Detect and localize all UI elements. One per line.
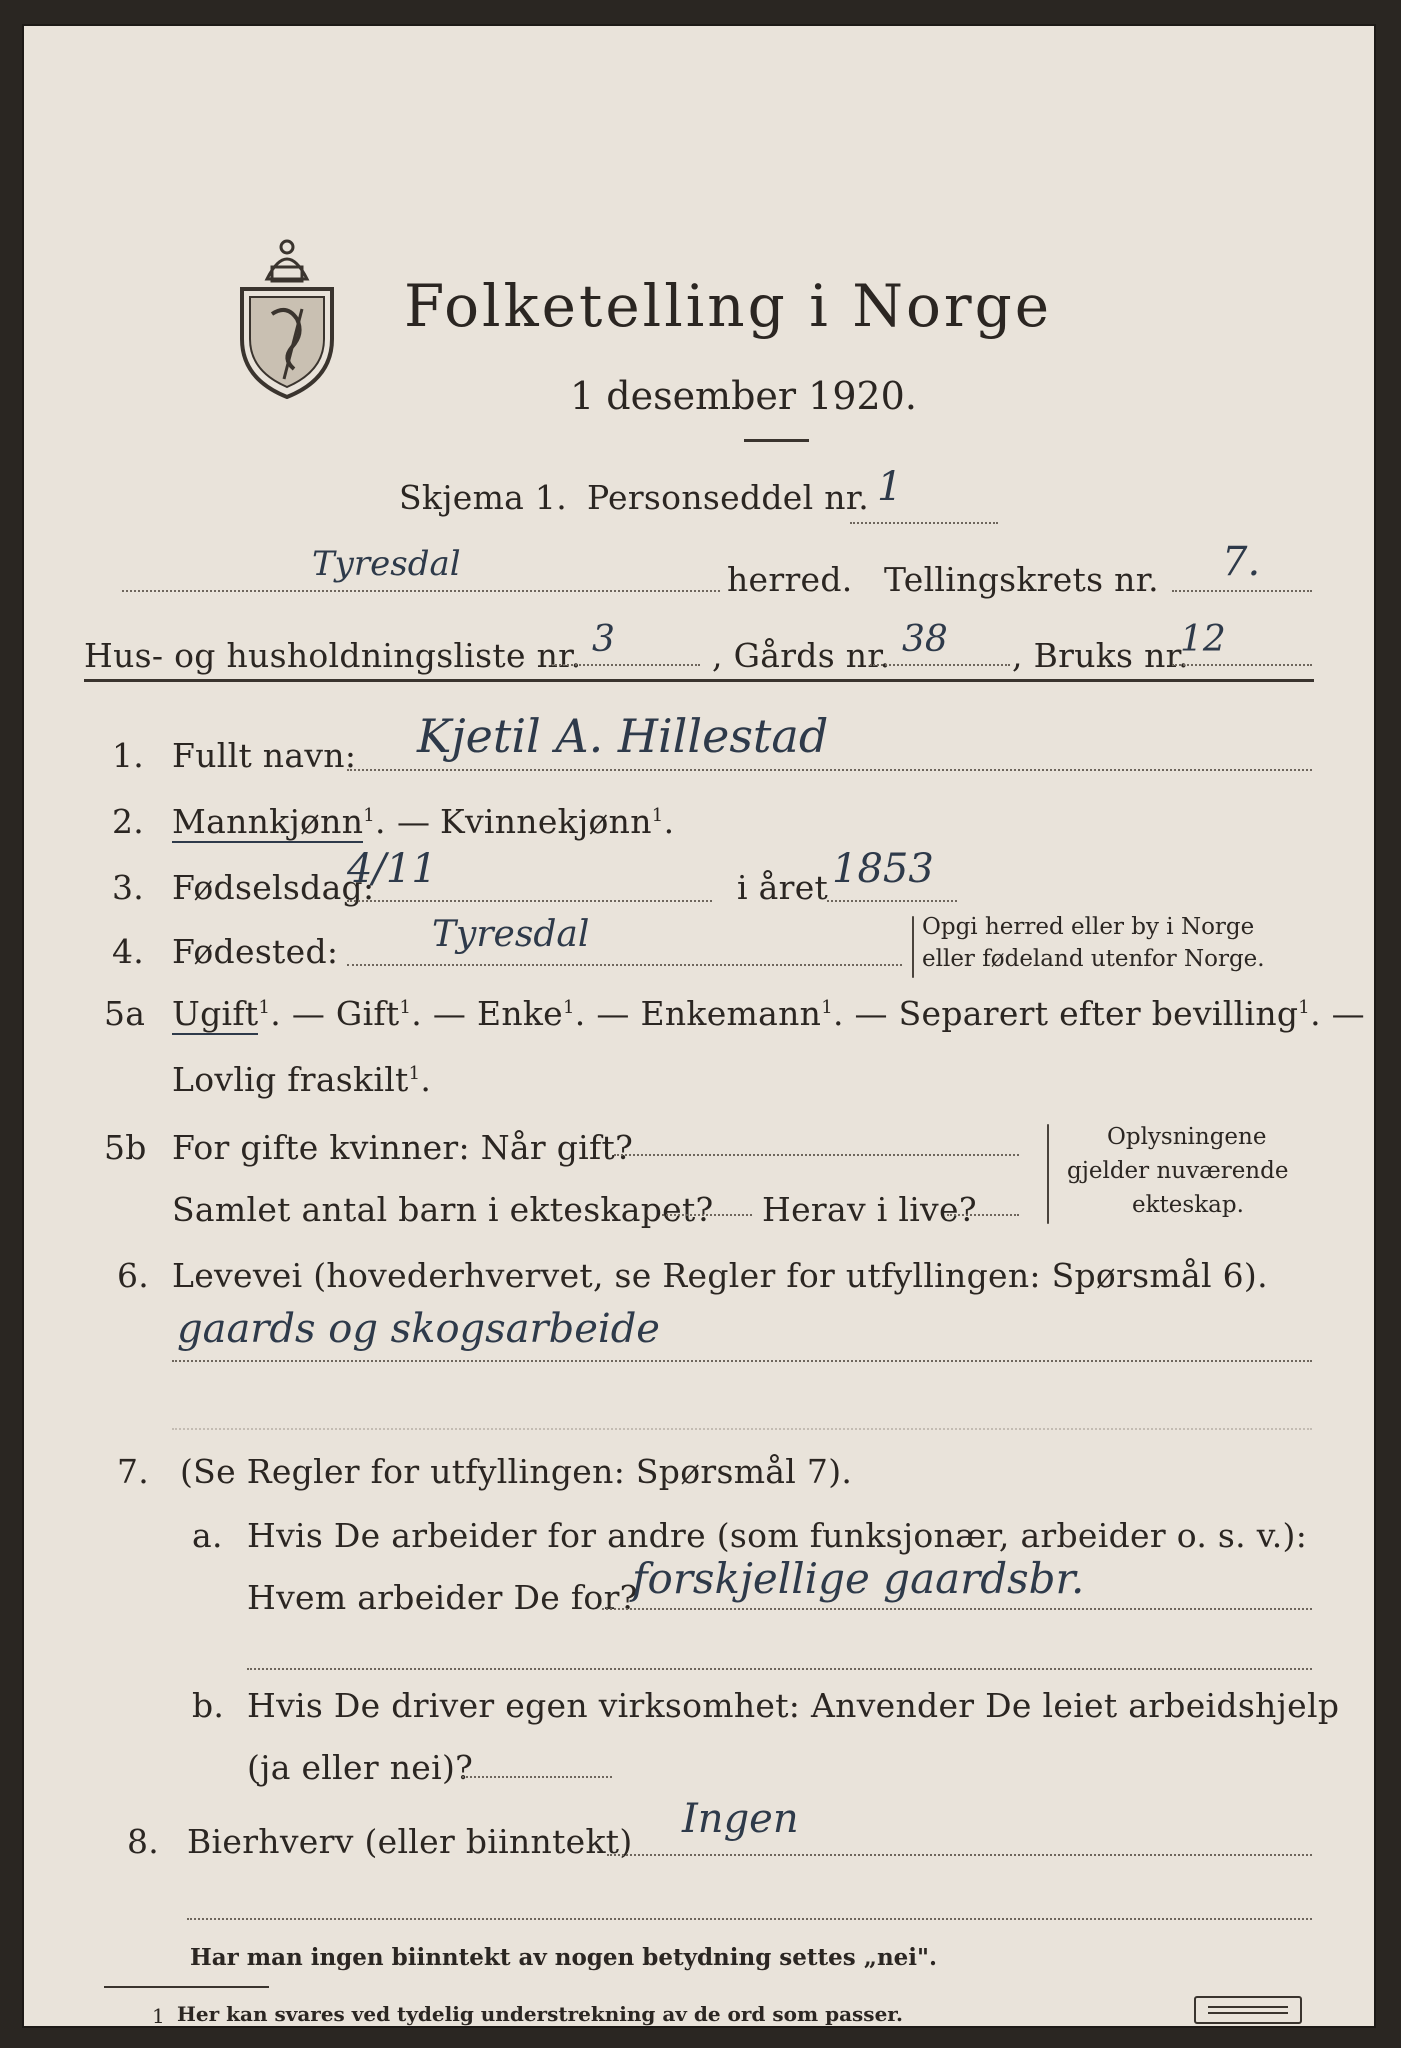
q8-number: 8. [127,1822,160,1861]
herred-line [122,590,720,592]
q4-note-1: Opgi herred eller by i Norge [922,914,1255,940]
tellingskrets-line [1172,590,1312,592]
gards-line [870,664,1010,666]
q5b-count-line [662,1214,752,1216]
skjema-label: Skjema 1. [399,478,568,517]
title-underline [744,439,809,442]
q5b-note-2: gjelder nuværende [1067,1158,1289,1184]
q4-number: 4. [112,932,145,971]
q2-kvinne: Kvinnekjønn$^1$. [440,802,675,841]
herred-label: herred. [727,560,853,599]
nei-note: Har man ingen biinntekt av nogen betydning settes „nei". [190,1944,938,1971]
personseddel-value[interactable]: 1 [877,464,903,510]
census-form [22,24,1376,2028]
q6-line-2 [172,1428,1312,1430]
q5a-lovlig: Lovlig fraskilt$^1$. [172,1060,432,1099]
coat-of-arms-icon [232,219,342,403]
q6-value[interactable]: gaards og skogsarbeide [177,1306,660,1352]
q5a-options: Ugift$^1$. — Gift$^1$. — Enke$^1$. — Enkemann$^1$. — Separert efter bevilling$^1$. — [172,994,1365,1033]
q7b-letter: b. [192,1686,225,1725]
tellingskrets-value[interactable]: 7. [1222,539,1261,585]
q7b-question: (ja eller nei)? [247,1748,474,1787]
bruks-line [1172,664,1312,666]
q4-note-2: eller fødeland utenfor Norge. [922,946,1265,972]
personseddel-line [850,522,998,524]
bruks-value[interactable]: 12 [1180,619,1226,660]
q3-year-line [827,900,957,902]
q8-label: Bierhverv (eller biinntekt) [187,1822,633,1861]
q4-value[interactable]: Tyresdal [432,914,590,955]
q5b-when-line [614,1154,1019,1156]
q5b-note-1: Oplysningene [1107,1124,1267,1150]
q7a-letter: a. [192,1516,223,1555]
footnote-rule [104,1986,269,1988]
q5b-label-1: For gifte kvinner: Når gift? [172,1128,634,1167]
q7b-label: Hvis De driver egen virksomhet: Anvender De leiet arbeidshjelp [247,1686,1340,1725]
q3-value[interactable]: 4/11 [347,846,437,892]
q2-sep: — [397,802,431,841]
q4-brace [912,916,914,978]
q3-year-value[interactable]: 1853 [832,846,934,892]
tellingskrets-label: Tellingskrets nr. [884,560,1159,599]
q7a-line [602,1608,1312,1610]
personseddel-label: Personseddel nr. [587,478,870,517]
q7-number: 7. [117,1452,150,1491]
gards-label: , Gårds nr. [712,636,891,675]
q3-number: 3. [112,868,145,907]
bruks-label: , Bruks nr. [1012,636,1189,675]
q1-value[interactable]: Kjetil A. Hillestad [417,709,829,763]
q6-line [172,1360,1312,1362]
q8-value[interactable]: Ingen [682,1796,799,1842]
q2-number: 2. [112,802,145,841]
q7a-label: Hvis De arbeider for andre (som funksjonær, arbeider o. s. v.): [247,1516,1308,1555]
q7b-line [462,1776,612,1778]
q5b-number: 5b [104,1128,147,1167]
form-date: 1 desember 1920. [570,374,917,418]
gards-value[interactable]: 38 [902,619,948,660]
footnote-mark: 1 [152,2004,165,2028]
q7a-line-2 [247,1668,1312,1670]
q5b-label-3: Herav i live? [762,1190,977,1229]
form-title: Folketelling i Norge [404,272,1053,340]
hus-line [552,664,700,666]
q3-year-label: i året [737,868,829,907]
q4-line [347,964,902,966]
q7a-value[interactable]: forskjellige gaardsbr. [632,1554,1085,1603]
q7a-question: Hvem arbeider De for? [247,1578,638,1617]
q6-number: 6. [117,1256,150,1295]
q6-label: Levevei (hovederhvervet, se Regler for utfyllingen: Spørsmål 6). [172,1256,1268,1295]
hus-value[interactable]: 3 [592,619,615,660]
q5b-alive-line [947,1214,1019,1216]
printer-stamp-icon [1194,1996,1302,2024]
q1-line [347,769,1312,771]
q5a-number: 5a [104,994,146,1033]
section-divider [84,679,1314,682]
footnote-text: Her kan svares ved tydelig understrekning av de ord som passer. [177,2002,903,2026]
q7-label: (Se Regler for utfyllingen: Spørsmål 7). [180,1452,853,1491]
q3-line [347,900,712,902]
q3-label: Fødselsdag: [172,868,375,907]
q5b-label-2: Samlet antal barn i ekteskapet? [172,1190,714,1229]
q2-mann: Mannkjønn$^1$. [172,802,386,841]
q4-label: Fødested: [172,932,339,971]
q8-line [607,1854,1312,1856]
q5b-note-3: ekteskap. [1132,1192,1244,1218]
q5b-brace [1047,1124,1049,1224]
q8-line-2 [187,1918,1312,1920]
herred-value[interactable]: Tyresdal [312,544,461,584]
q1-number: 1. [112,736,145,775]
q1-label: Fullt navn: [172,736,357,775]
hus-label: Hus- og husholdningsliste nr. [84,636,582,675]
